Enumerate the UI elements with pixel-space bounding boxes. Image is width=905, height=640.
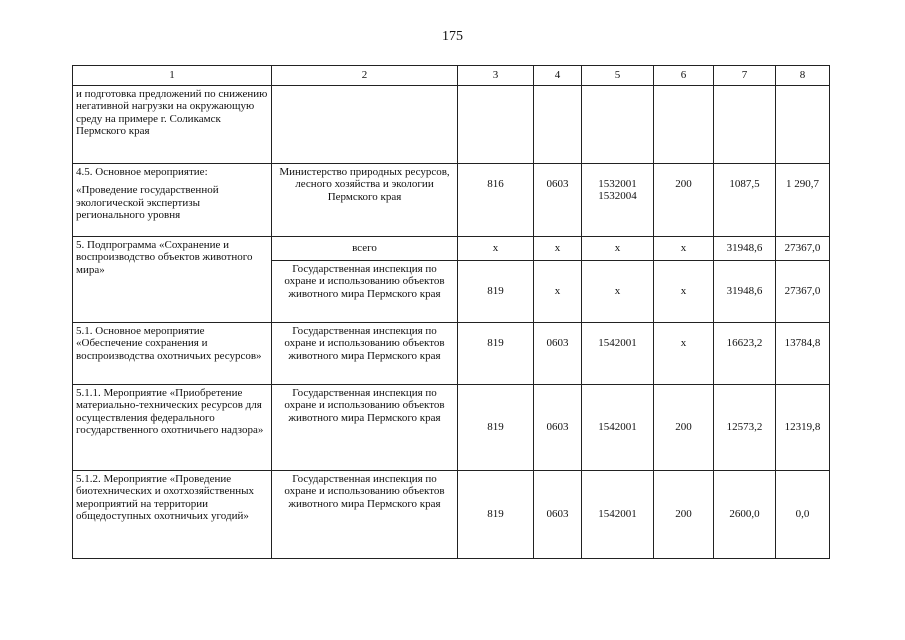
executor-cell: Государственная инспекция по охране и использованию объектов животного мира Пермского края [272,471,458,559]
table-cell: 0603 [534,164,582,237]
table-row [73,385,830,471]
column-header: 5 [582,66,654,86]
row-description: и подготовка предложений по снижению негативной нагрузки на окружающую среду на примере г. Соликамск Пермского края [73,86,272,164]
code-line: 1532004 [598,190,637,203]
table-cell: 12319,8 [776,385,830,471]
executor-cell: Министерство природных ресурсов, лесного хозяйства и экологии Пермского края [272,164,458,237]
executor-cell: всего [272,237,458,261]
table-cell: 1542001 [582,323,654,385]
table-cell [776,86,830,164]
column-header: 7 [714,66,776,86]
executor-cell: Государственная инспекция по охране и использованию объектов животного мира Пермского края [272,323,458,385]
table-row [73,164,830,237]
table-cell [534,86,582,164]
table-cell: 16623,2 [714,323,776,385]
table-cell [714,86,776,164]
row-title: 4.5. Основное мероприятие: [76,166,208,178]
executor-cell: Государственная инспекция по охране и использованию объектов животного мира Пермского края [272,261,458,323]
table-cell: 31948,6 [714,237,776,261]
table-cell: 27367,0 [776,237,830,261]
column-header: 4 [534,66,582,86]
table-cell: 13784,8 [776,323,830,385]
table-cell: 816 [458,164,534,237]
table-cell: 1542001 [582,471,654,559]
table-cell: 819 [458,323,534,385]
column-header: 8 [776,66,830,86]
table-row [73,86,830,164]
table-cell: 1087,5 [714,164,776,237]
table-cell: 1 290,7 [776,164,830,237]
row-description: 5. Подпрограмма «Сохранение и воспроизводство объектов животного мира» [73,237,272,323]
table-cell: 0,0 [776,471,830,559]
page-number: 175 [442,29,463,44]
table-cell: х [534,237,582,261]
table-cell: 27367,0 [776,261,830,323]
table-cell: х [654,323,714,385]
table-cell: 2600,0 [714,471,776,559]
table-cell: 0603 [534,471,582,559]
table-cell [272,86,458,164]
column-header: 6 [654,66,714,86]
table-cell [582,164,654,237]
table-cell [458,86,534,164]
row-description: 5.1.2. Мероприятие «Проведение биотехнических и охотхозяйственных мероприятий на территории общедоступных охотничьих угодий» [73,471,272,559]
table-cell [654,86,714,164]
budget-table [72,65,830,559]
row-description [73,164,272,237]
table-header-row [73,66,830,86]
executor-cell: Государственная инспекция по охране и использованию объектов животного мира Пермского края [272,385,458,471]
table-cell: 200 [654,164,714,237]
table-row [73,471,830,559]
table-cell: х [534,261,582,323]
column-header: 1 [73,66,272,86]
table-cell: х [654,261,714,323]
row-subtitle: «Проведение государственной экологической экспертизы регионального уровня [76,184,219,221]
table-cell [582,86,654,164]
table-cell: 12573,2 [714,385,776,471]
table-cell: 819 [458,261,534,323]
table-cell: 0603 [534,385,582,471]
row-description: 5.1.1. Мероприятие «Приобретение материально-технических ресурсов для осуществления федерального государственного охотничьего надзора» [73,385,272,471]
table-row [73,323,830,385]
table-cell: х [582,237,654,261]
table-cell: 819 [458,471,534,559]
table-cell: х [582,261,654,323]
table-cell: 819 [458,385,534,471]
table-cell: 1542001 [582,385,654,471]
column-header: 3 [458,66,534,86]
table-cell: 0603 [534,323,582,385]
table-cell: х [458,237,534,261]
table-cell: 200 [654,385,714,471]
table-cell: х [654,237,714,261]
table-cell: 31948,6 [714,261,776,323]
table-cell: 200 [654,471,714,559]
row-description: 5.1. Основное мероприятие «Обеспечение сохранения и воспроизводства охотничьих ресурсов» [73,323,272,385]
code-line: 1532001 [598,178,637,190]
column-header: 2 [272,66,458,86]
table-row [73,237,830,261]
